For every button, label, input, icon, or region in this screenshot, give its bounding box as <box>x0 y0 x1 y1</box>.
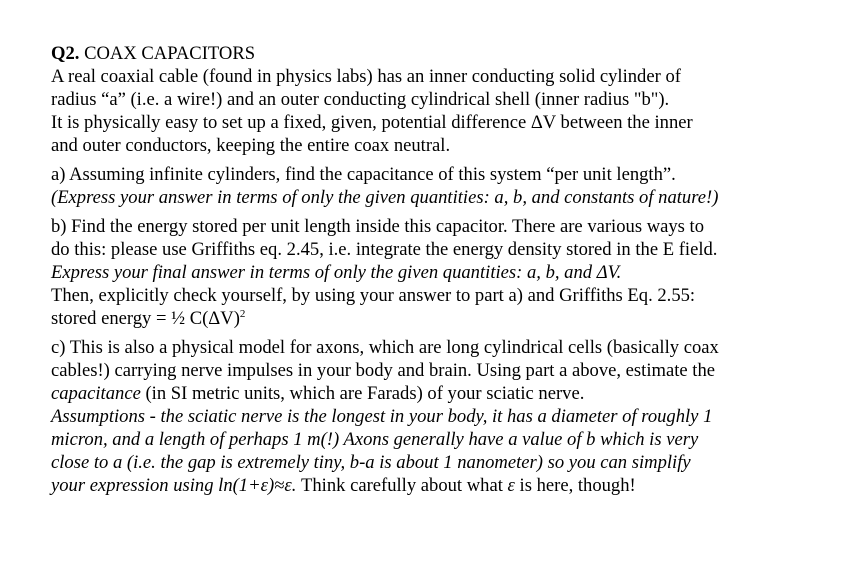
intro-line-4: and outer conductors, keeping the entire coax neutral. <box>51 135 451 156</box>
intro-line-3: It is physically easy to set up a fixed, given, potential difference ΔV between the inner <box>51 112 693 133</box>
capacitance-word: capacitance <box>51 383 141 404</box>
part-a-line-2: (Express your answer in terms of only the given quantities: a, b, and constants of nature!) <box>51 187 719 208</box>
part-b-line-1: b) Find the energy stored per unit length inside this capacitor. There are various ways to <box>51 216 705 237</box>
part-b-line-4: Then, explicitly check yourself, by using your answer to part a) and Griffiths Eq. 2.55: <box>51 285 696 306</box>
problem-document <box>51 42 831 497</box>
question-number: Q2. <box>51 43 80 64</box>
stored-energy-formula: stored energy = ½ C(ΔV) <box>51 308 240 329</box>
closing-text: is here, though! <box>514 475 636 496</box>
intro-line-2: radius “a” (i.e. a wire!) and an outer conducting cylindrical shell (inner radius "b"). <box>51 89 670 110</box>
intro-line-1: A real coaxial cable (found in physics labs) has an inner conducting solid cylinder of <box>51 66 681 87</box>
part-c-last-line <box>51 474 831 497</box>
assumption-line-3: close to a (i.e. the gap is extremely tiny, b-a is about 1 nanometer) so you can simplify <box>51 452 691 473</box>
assumption-line-2: micron, and a length of perhaps 1 m(!) Axons generally have a value of b which is very <box>51 429 699 450</box>
part-c-line-2: cables!) carrying nerve impulses in your body and brain. Using part a above, estimate the <box>51 360 716 381</box>
part-c-line-3 <box>51 382 831 405</box>
part-b-line-3: Express your final answer in terms of only the given quantities: a, b, and ΔV. <box>51 262 622 283</box>
think-carefully-text: Think carefully about what <box>296 475 508 496</box>
epsilon-symbol: ε <box>507 475 515 496</box>
part-c-line-1: c) This is also a physical model for axons, which are long cylindrical cells (basically coax <box>51 337 719 358</box>
question-heading <box>51 42 831 65</box>
part-a-line-1: a) Assuming infinite cylinders, find the capacitance of this system “per unit length”. <box>51 164 676 185</box>
approximation-formula: your expression using ln(1+ε)≈ε. <box>51 475 297 496</box>
assumption-line-1: Assumptions - the sciatic nerve is the longest in your body, it has a diameter of roughly 1 <box>51 406 713 427</box>
exponent-two: 2 <box>239 308 246 320</box>
part-b-line-2: do this: please use Griffiths eq. 2.45, i.e. integrate the energy density stored in the E field. <box>51 239 718 260</box>
part-c-line-3-rest: (in SI metric units, which are Farads) of your sciatic nerve. <box>140 383 585 404</box>
part-b-line-5 <box>51 307 831 330</box>
question-title: COAX CAPACITORS <box>79 43 256 64</box>
